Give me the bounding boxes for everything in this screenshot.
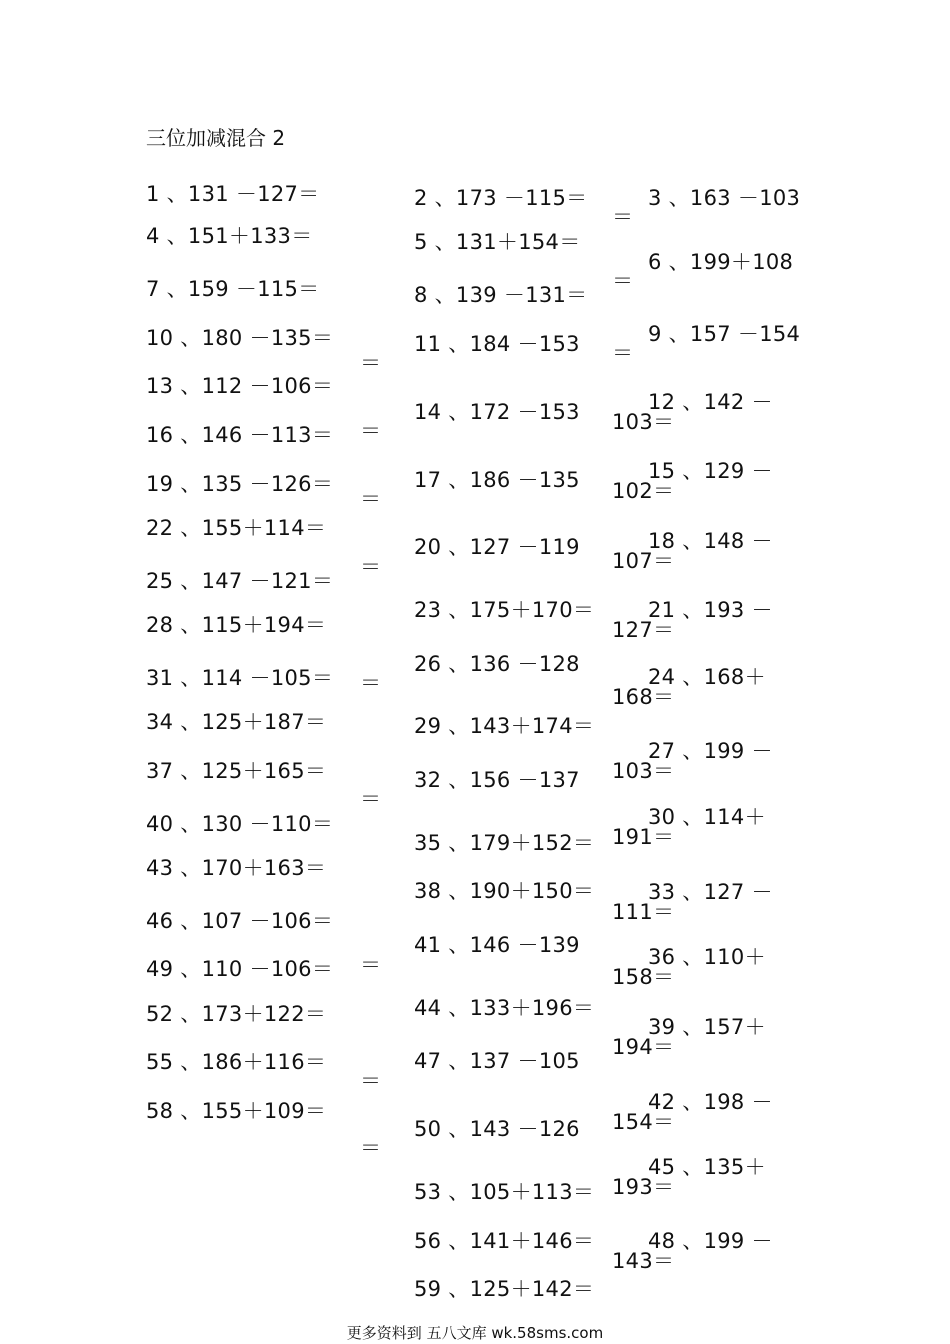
problem-17: 17 、186 －135 [414, 468, 580, 492]
problem-27-wrap: 103＝ [612, 759, 675, 783]
problem-31: 31 、114 －105＝ [146, 666, 334, 690]
problem-26: 26 、136 －128 [414, 652, 580, 676]
problem-33-wrap: 111＝ [612, 900, 675, 924]
problem-13: 13 、112 －106＝ [146, 374, 334, 398]
problem-28: 28 、115＋194＝ [146, 613, 327, 637]
problem-30: 30 、114＋ [648, 805, 766, 829]
problem-16: 16 、146 －113＝ [146, 423, 334, 447]
problem-2: 2 、173 －115＝ [414, 186, 588, 210]
overflow-equals: ＝ [612, 205, 634, 229]
problem-53: 53 、105＋113＝ [414, 1180, 595, 1204]
problem-25: 25 、147 －121＝ [146, 569, 334, 593]
problem-24-wrap: 168＝ [612, 685, 675, 709]
problem-29: 29 、143＋174＝ [414, 714, 595, 738]
problem-12-wrap: 103＝ [612, 410, 675, 434]
overflow-equals: ＝ [612, 341, 634, 365]
problem-39-wrap: 194＝ [612, 1035, 675, 1059]
problem-22: 22 、155＋114＝ [146, 516, 327, 540]
problem-30-wrap: 191＝ [612, 825, 675, 849]
problem-5: 5 、131＋154＝ [414, 230, 581, 254]
problem-41: 41 、146 －139 [414, 933, 580, 957]
problem-39: 39 、157＋ [648, 1015, 766, 1039]
problem-37: 37 、125＋165＝ [146, 759, 327, 783]
overflow-equals: ＝ [360, 555, 382, 579]
problem-18-wrap: 107＝ [612, 549, 675, 573]
problem-36: 36 、110＋ [648, 945, 766, 969]
problem-50: 50 、143 －126 [414, 1117, 580, 1141]
problem-6: 6 、199＋108 [648, 250, 794, 274]
problem-21-wrap: 127＝ [612, 618, 675, 642]
problem-18: 18 、148 － [648, 529, 773, 553]
worksheet-title: 三位加减混合 2 [146, 126, 286, 150]
problem-15: 15 、129 － [648, 459, 773, 483]
problem-19: 19 、135 －126＝ [146, 472, 334, 496]
problem-52: 52 、173＋122＝ [146, 1002, 327, 1026]
overflow-equals: ＝ [360, 1136, 382, 1160]
overflow-equals: ＝ [360, 953, 382, 977]
problem-24: 24 、168＋ [648, 665, 766, 689]
problem-47: 47 、137 －105 [414, 1049, 580, 1073]
problem-56: 56 、141＋146＝ [414, 1229, 595, 1253]
overflow-equals: ＝ [360, 787, 382, 811]
problem-8: 8 、139 －131＝ [414, 283, 588, 307]
problem-40: 40 、130 －110＝ [146, 812, 334, 836]
problem-3: 3 、163 －103 [648, 186, 801, 210]
problem-58: 58 、155＋109＝ [146, 1099, 327, 1123]
overflow-equals: ＝ [360, 487, 382, 511]
problem-20: 20 、127 －119 [414, 535, 580, 559]
problem-45: 45 、135＋ [648, 1155, 766, 1179]
problem-21: 21 、193 － [648, 598, 773, 622]
problem-36-wrap: 158＝ [612, 965, 675, 989]
problem-45-wrap: 193＝ [612, 1175, 675, 1199]
problem-10: 10 、180 －135＝ [146, 326, 334, 350]
overflow-equals: ＝ [612, 269, 634, 293]
problem-15-wrap: 102＝ [612, 479, 675, 503]
problem-7: 7 、159 －115＝ [146, 277, 320, 301]
problem-11: 11 、184 －153 [414, 332, 580, 356]
problem-4: 4 、151＋133＝ [146, 224, 313, 248]
problem-44: 44 、133＋196＝ [414, 996, 595, 1020]
problem-12: 12 、142 － [648, 390, 773, 414]
problem-35: 35 、179＋152＝ [414, 831, 595, 855]
problem-55: 55 、186＋116＝ [146, 1050, 327, 1074]
problem-9: 9 、157 －154 [648, 322, 801, 346]
overflow-equals: ＝ [360, 419, 382, 443]
problem-48-wrap: 143＝ [612, 1249, 675, 1273]
problem-49: 49 、110 －106＝ [146, 957, 334, 981]
overflow-equals: ＝ [360, 671, 382, 695]
footer-watermark: 更多资料到 五八文库 wk.58sms.com [346, 1324, 604, 1342]
problem-34: 34 、125＋187＝ [146, 710, 327, 734]
overflow-equals: ＝ [360, 1069, 382, 1093]
problem-23: 23 、175＋170＝ [414, 598, 595, 622]
problem-14: 14 、172 －153 [414, 400, 580, 424]
problem-38: 38 、190＋150＝ [414, 879, 595, 903]
problem-42: 42 、198 － [648, 1090, 773, 1114]
problem-48: 48 、199 － [648, 1229, 773, 1253]
problem-1: 1 、131 －127＝ [146, 182, 320, 206]
problem-27: 27 、199 － [648, 739, 773, 763]
problem-43: 43 、170＋163＝ [146, 856, 327, 880]
problem-46: 46 、107 －106＝ [146, 909, 334, 933]
overflow-equals: ＝ [360, 351, 382, 375]
problem-32: 32 、156 －137 [414, 768, 580, 792]
problem-59: 59 、125＋142＝ [414, 1277, 595, 1301]
problem-42-wrap: 154＝ [612, 1110, 675, 1134]
problem-33: 33 、127 － [648, 880, 773, 904]
